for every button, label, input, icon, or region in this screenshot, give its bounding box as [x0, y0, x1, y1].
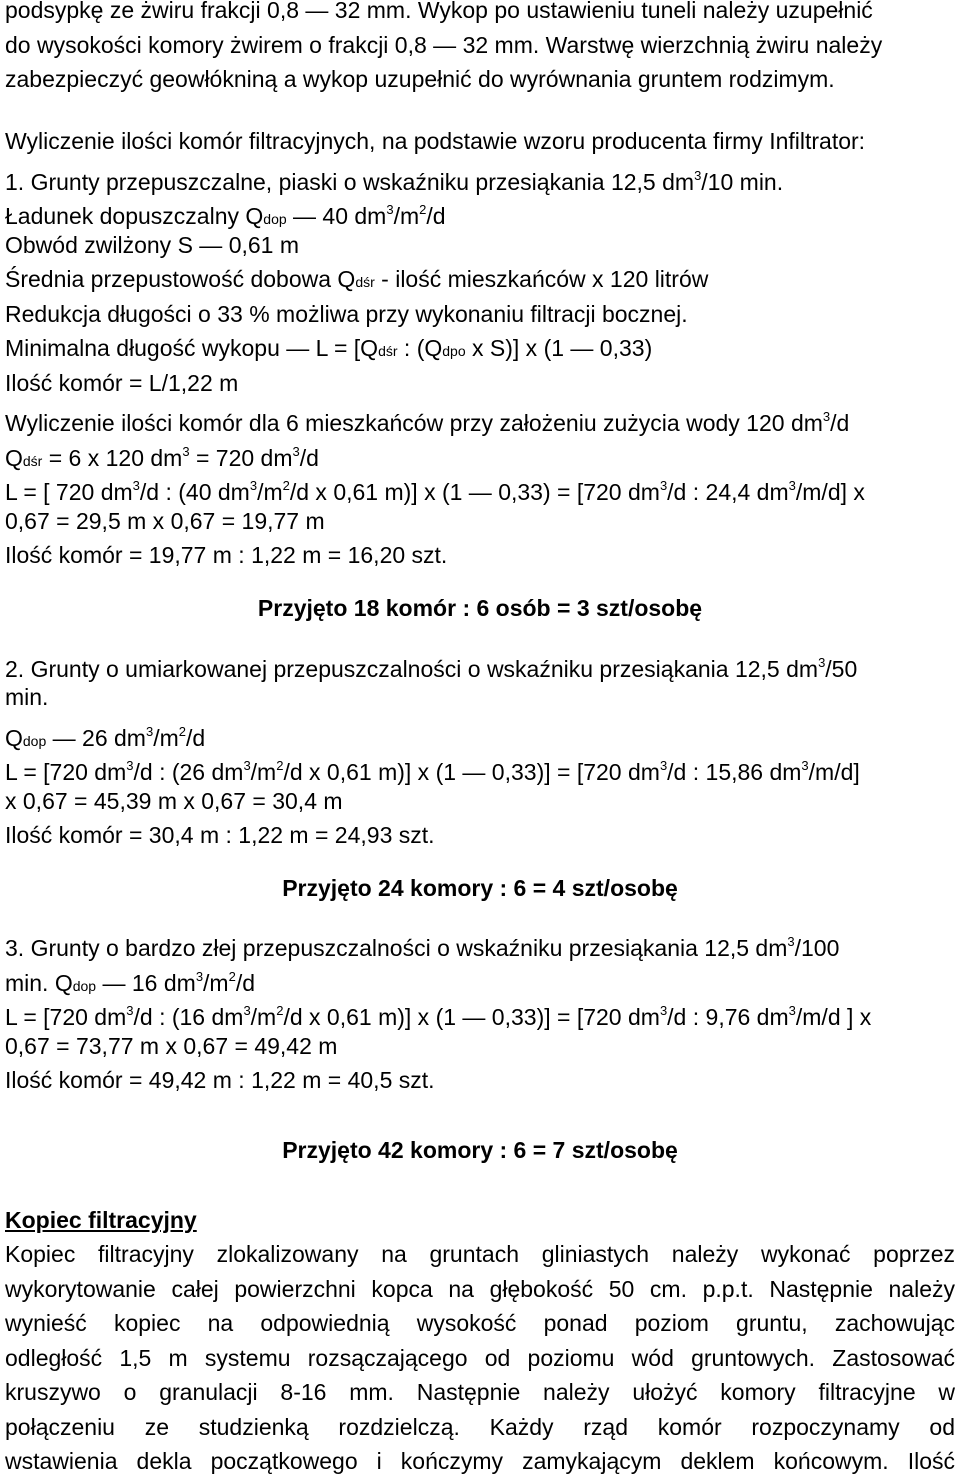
- case2-l-cont: x 0,67 = 45,39 m x 0,67 = 30,4 m: [5, 788, 343, 814]
- case2-q: Qdop — 26 $dm^3/m^2/d$: [5, 724, 206, 751]
- case2-l: L = [720 $dm^3/d$ : (26 $dm^3/m^2/d$ x 0,61 m)] x (1 — 0,33)] = [720 $dm^3/d$ : 15,86 $dm^3/m/d$]: [5, 758, 860, 785]
- text-line: zabezpieczyć geowłókniną a wykop uzupełnić do wyrównania gruntem rodzimym.: [5, 66, 835, 92]
- min-length-line: Minimalna długość wykopu — L = [Qdśr : (Qdpo x S)] x (1 — 0,33): [5, 335, 653, 361]
- result-2: Przyjęto 24 komory : 6 = 4 szt/osobę: [282, 875, 678, 901]
- six-residents-line: Wyliczenie ilości komór dla 6 mieszkańców przy założeniu zużycia wody 120 $dm^3/d$: [5, 409, 850, 436]
- l-line-cont: 0,67 = 29,5 m x 0,67 = 19,77 m: [5, 508, 325, 534]
- result-1: Przyjęto 18 komór : 6 osób = 3 szt/osobę: [257, 595, 703, 621]
- paragraph-line: Kopiec filtracyjny zlokalizowany na gruntach gliniastych należy wykonać poprzez: [5, 1241, 955, 1267]
- paragraph-line: wstawienia dekla początkowego i kończymy zamykającym deklem końcowym. Ilość: [5, 1448, 955, 1474]
- text-line: podsypkę ze żwiru frakcji 0,8 — 32 mm. Wykop po ustawieniu tuneli należy uzupełnić: [5, 0, 873, 23]
- result-3: Przyjęto 42 komory : 6 = 7 szt/osobę: [282, 1137, 678, 1163]
- section-heading: Kopiec filtracyjny: [5, 1207, 197, 1233]
- case2-count: Ilość komór = 30,4 m : 1,22 m = 24,93 szt.: [5, 822, 435, 848]
- case3-count: Ilość komór = 49,42 m : 1,22 m = 40,5 szt.: [5, 1067, 435, 1093]
- reduction-line: Redukcja długości o 33 % możliwa przy wykonaniu filtracji bocznej.: [5, 301, 688, 327]
- paragraph-line: połączeniu ze studzienką rozdzielczą. Każdy rząd komór rozpoczynamy od: [5, 1414, 955, 1440]
- case3-l: L = [720 $dm^3/d$ : (16 $dm^3/m^2/d$ x 0,61 m)] x (1 — 0,33)] = [720 $dm^3/d$ : 9,76 $dm^3/m/d$ ] x: [5, 1003, 872, 1030]
- case3-l-cont: 0,67 = 73,77 m x 0,67 = 49,42 m: [5, 1033, 338, 1059]
- load-line: Ładunek dopuszczalny Qdop — 40 $dm^3/m^2/d$: [5, 202, 446, 229]
- paragraph-line: wykorytowanie całej powierzchni kopca na głębokość 50 cm. p.p.t. Następnie należy: [5, 1276, 955, 1302]
- case1-title: 1. Grunty przepuszczalne, piaski o wskaźniku przesiąkania 12,5 $dm^3/10$ min.: [5, 168, 784, 195]
- chambers-formula: Ilość komór = L/1,22 m: [5, 370, 239, 396]
- paragraph-line: odległość 1,5 m systemu rozsączającego od poziomu wód gruntowych. Zastosować: [5, 1345, 955, 1371]
- l-line: L = [ 720 $dm^3/d$ : (40 $dm^3/m^2/d$ x 0,61 m)] x (1 — 0,33) = [720 $dm^3/d$ : 24,4 $dm^3/m/d$] x: [5, 478, 865, 505]
- text-line: do wysokości komory żwirem o frakcji 0,8 — 32 mm. Warstwę wierzchnią żwiru należy: [5, 32, 883, 58]
- paragraph-line: kruszywo o granulacji 8-16 mm. Następnie należy ułożyć komory filtracyjne w: [5, 1379, 955, 1405]
- paragraph-line: wynieść kopiec na odpowiednią wysokość ponad poziom gruntu, zachowując: [5, 1310, 955, 1336]
- perimeter-line: Obwód zwilżony S — 0,61 m: [5, 232, 300, 258]
- case2-title: 2. Grunty o umiarkowanej przepuszczalności o wskaźniku przesiąkania 12,5 $dm^3/50$: [5, 655, 858, 682]
- avg-flow-line: Średnia przepustowość dobowa Qdśr - ilość mieszkańców x 120 litrów: [5, 266, 709, 292]
- count-line: Ilość komór = 19,77 m : 1,22 m = 16,20 szt.: [5, 542, 448, 568]
- calc-header: Wyliczenie ilości komór filtracyjnych, na podstawie wzoru producenta firmy Infiltrator:: [5, 128, 866, 154]
- case3-q: min. Qdop — 16 $dm^3/m^2/d$: [5, 969, 256, 996]
- q-line: Qdśr = 6 x 120 $dm^3 = 720$ $dm^3/d$: [5, 444, 319, 471]
- case2-min: min.: [5, 684, 49, 710]
- case3-title: 3. Grunty o bardzo złej przepuszczalności o wskaźniku przesiąkania 12,5 $dm^3/100$: [5, 934, 840, 961]
